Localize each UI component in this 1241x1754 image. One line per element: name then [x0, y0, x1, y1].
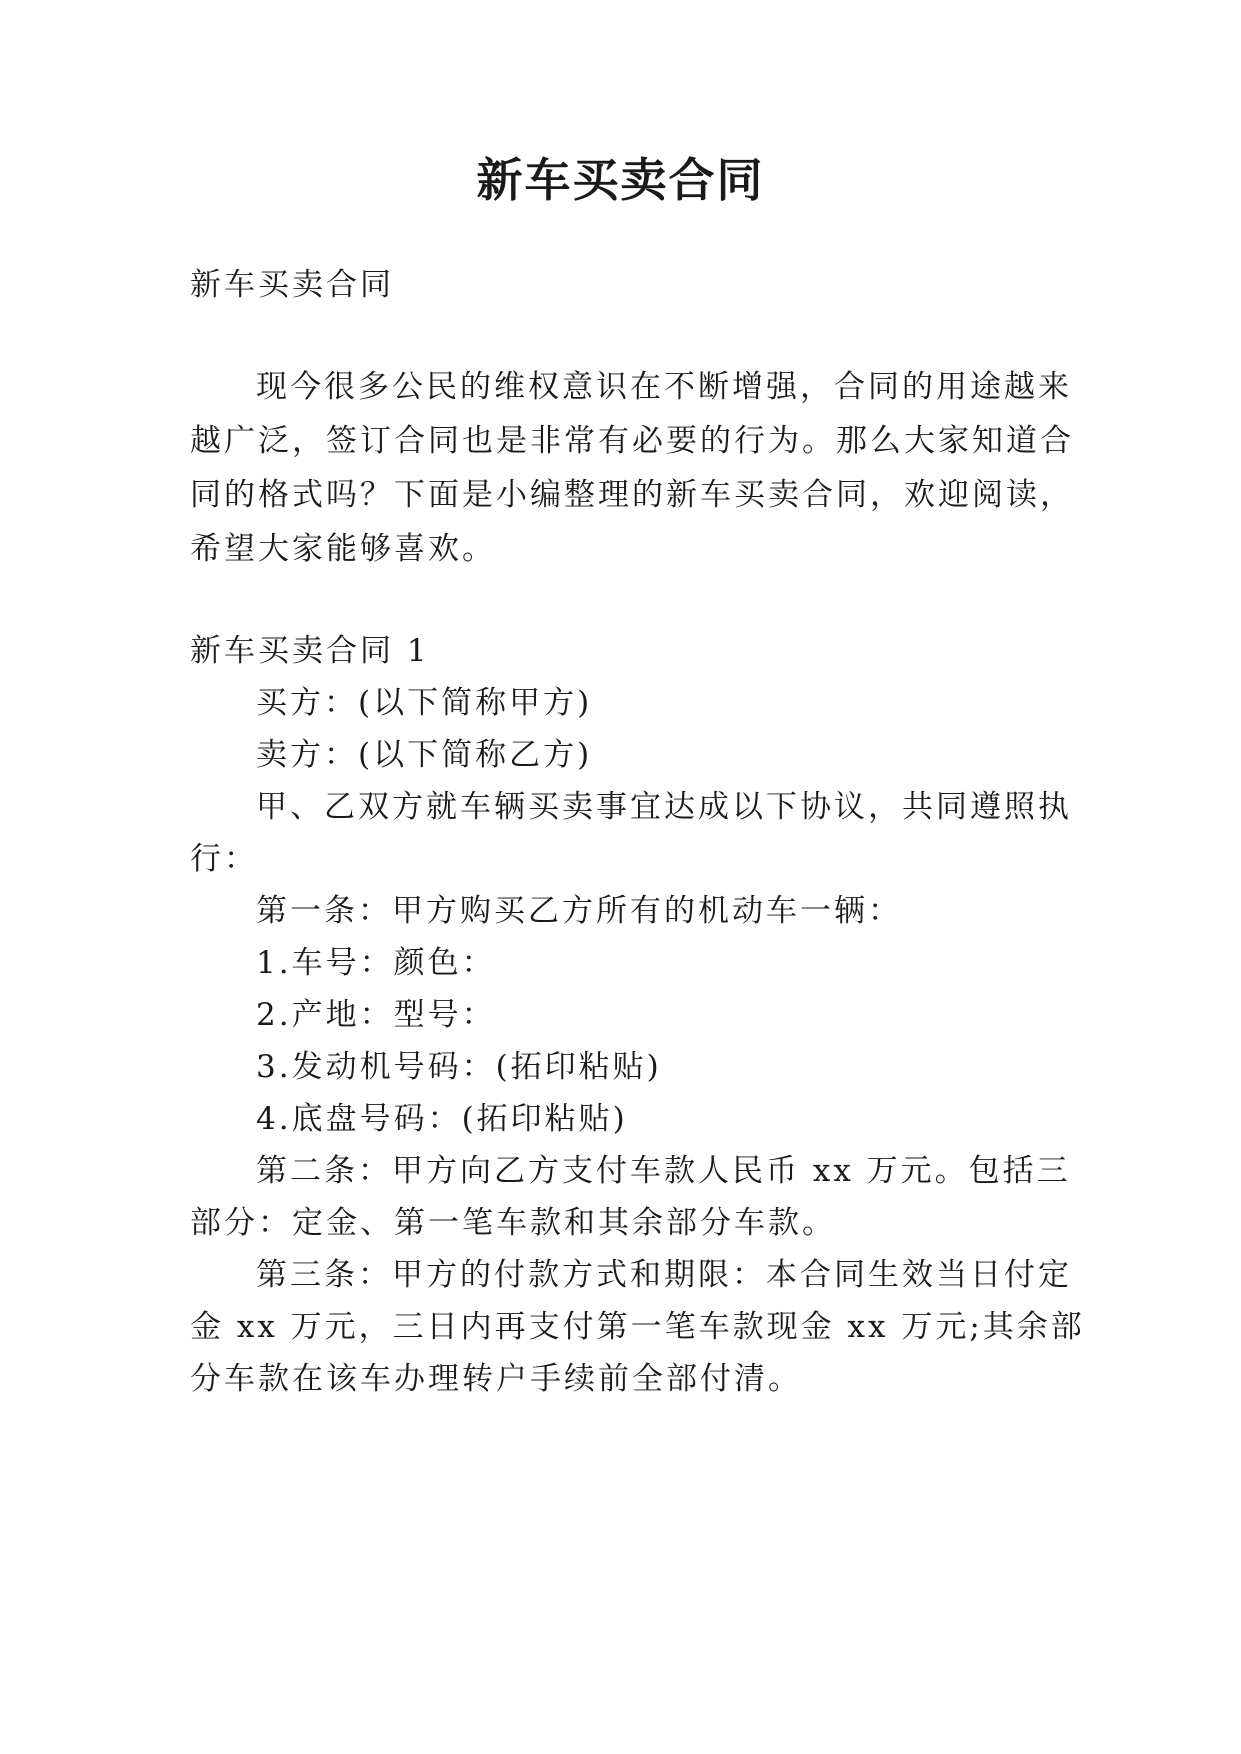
article-1: 第一条：甲方购买乙方所有的机动车一辆： — [256, 893, 902, 929]
agreement-line-1: 甲、乙双方就车辆买卖事宜达成以下协议，共同遵照执 — [256, 789, 1072, 825]
item-3: 3.发动机号码：(拓印粘贴) — [256, 1049, 662, 1085]
item-2: 2.产地：型号： — [256, 997, 496, 1033]
section-heading: 新车买卖合同 1 — [190, 633, 430, 669]
agreement-line-2: 行： — [190, 841, 258, 877]
document-subtitle: 新车买卖合同 — [190, 267, 394, 303]
intro-line-1: 现今很多公民的维权意识在不断增强，合同的用途越来 — [256, 369, 1072, 405]
item-4: 4.底盘号码：(拓印粘贴) — [256, 1101, 628, 1137]
document-title: 新车买卖合同 — [476, 153, 765, 207]
article-3-line-3: 分车款在该车办理转户手续前全部付清。 — [190, 1361, 802, 1397]
item-1: 1.车号：颜色： — [256, 945, 496, 981]
article-3-line-2: 金 xx 万元，三日内再支付第一笔车款现金 xx 万元;其余部 — [190, 1309, 1085, 1345]
article-2-line-1: 第二条：甲方向乙方支付车款人民币 xx 万元。包括三 — [256, 1153, 1071, 1189]
intro-line-3: 同的格式吗？下面是小编整理的新车买卖合同，欢迎阅读， — [190, 477, 1074, 513]
buyer-line: 买方：(以下简称甲方) — [256, 685, 593, 721]
article-2-line-2: 部分：定金、第一笔车款和其余部分车款。 — [190, 1205, 836, 1241]
seller-line: 卖方：(以下简称乙方) — [256, 737, 593, 773]
article-3-line-1: 第三条：甲方的付款方式和期限：本合同生效当日付定 — [256, 1257, 1072, 1293]
intro-line-4: 希望大家能够喜欢。 — [190, 531, 496, 567]
intro-line-2: 越广泛，签订合同也是非常有必要的行为。那么大家知道合 — [190, 423, 1074, 459]
